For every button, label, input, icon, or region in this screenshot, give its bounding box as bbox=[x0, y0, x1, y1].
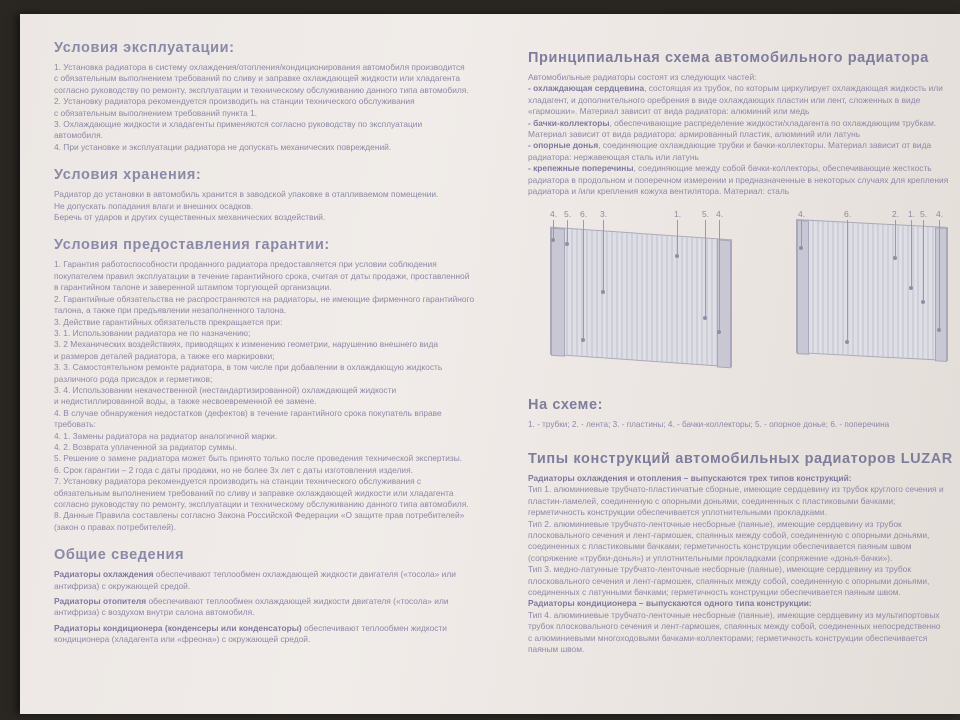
general-item bbox=[54, 596, 504, 619]
line-text: антифриза) с воздухом внутри салона автомобиля. bbox=[54, 607, 255, 618]
text-line: покупателем правил эксплуатации в течение гарантийного срока, считая от даты продажи, проставленной bbox=[54, 270, 470, 281]
scheme-parts bbox=[528, 83, 958, 197]
storage-title: Условия хранения: bbox=[54, 167, 202, 184]
text-line bbox=[528, 541, 958, 552]
onscheme-legend: 1. - трубки; 2. - лента; 3. - пластины; 4. - бачки-коллекторы; 5. - опорное донье; 6. - поперечина bbox=[528, 420, 890, 430]
text-line: 3. Действие гарантийных обязательств прекращается при: bbox=[54, 316, 283, 327]
line-text: пластин-ламелей, соединенную с опорными доньями, соединенных с пластиковыми бачками; bbox=[528, 495, 896, 506]
line-text: обеспечивают теплообмен жидкости bbox=[301, 622, 447, 633]
scheme-section bbox=[528, 50, 958, 197]
line-text: с алюминиевыми многоходовыми бачками-коллекторами; герметичность конструкции обеспечивается bbox=[528, 632, 928, 643]
text-line: 3. 3. Самостоятельном ремонте радиатора, в том числе при добавлении в охлаждающую жидкость bbox=[54, 362, 443, 373]
left-column bbox=[54, 40, 504, 660]
text-line: 3. 1. Использовании радиатора не по назначению; bbox=[54, 327, 251, 338]
line-text: паяным швом. bbox=[528, 643, 585, 654]
leader-line bbox=[603, 220, 604, 290]
types-text bbox=[528, 473, 958, 656]
text-line bbox=[528, 576, 958, 587]
leader-line bbox=[705, 220, 706, 316]
text-line bbox=[528, 496, 958, 507]
line-text: антифриза) с окружающей средой. bbox=[54, 580, 191, 591]
line-text: кондиционера (хладагента или «фреона») с окружающей средой. bbox=[54, 634, 311, 645]
types-title: Типы конструкций автомобильных радиаторов LUZAR bbox=[528, 450, 953, 467]
text-line bbox=[528, 163, 958, 174]
text-line: 7. Установку радиатора рекомендуется производить на станции технического обслуживания с bbox=[54, 476, 422, 487]
operation-section bbox=[54, 40, 504, 153]
line-text: радиатора: нержавеющая сталь или латунь bbox=[528, 151, 699, 162]
storage-text bbox=[54, 189, 504, 223]
leader-line bbox=[567, 220, 568, 242]
line-text: , соединяющие между собой бачки-коллекторы, обеспечивающие жесткость bbox=[633, 163, 932, 174]
text-line: 4. При установке и эксплуатации радиатора не допускать механических повреждений. bbox=[54, 141, 392, 152]
line-text: герметичность конструкции обеспечивается уплотнительными прокладками. bbox=[528, 507, 827, 518]
text-line bbox=[528, 564, 958, 575]
text-line bbox=[528, 519, 958, 530]
onscheme-section bbox=[528, 397, 958, 430]
line-text: Тип 4. алюминиевые трубчато-ленточные несборные (паяные), имеющие сердцевину из мультипортовых bbox=[528, 609, 940, 620]
radiator-image-right bbox=[796, 219, 948, 361]
bold-term: Радиаторы охлаждения bbox=[54, 569, 154, 580]
text-line: 1. Установка радиатора в систему охлаждения/отопления/кондиционирования автомобиля производится bbox=[54, 62, 465, 72]
diagram-label: 4. bbox=[550, 209, 558, 220]
leader-line bbox=[677, 220, 678, 254]
text-line: 3. 4. Использовании некачественной (нестандартизированной) охлаждающей жидкости bbox=[54, 384, 397, 395]
text-line bbox=[528, 129, 958, 140]
line-text: радиатора в продольном и поперечном измерении и предназначенные в некоторых случаях для крепления bbox=[528, 174, 949, 185]
text-line: 5. Решение о замене радиатора может быть принято только после проведения технической экспертизы. bbox=[54, 453, 463, 464]
diagram-label: 1. bbox=[908, 209, 916, 220]
storage-section bbox=[54, 167, 504, 223]
bold-term: - опорные донья bbox=[528, 140, 599, 151]
text-line bbox=[528, 152, 958, 163]
text-line: 4. В случае обнаружения недостатков (дефектов) в течение гарантийного срока покупатель вправе bbox=[54, 407, 442, 418]
leader-line bbox=[553, 220, 554, 238]
right-column bbox=[528, 50, 958, 655]
line-text: соединенных с латунными бачками; герметичность конструкции обеспечивается паяным швом. bbox=[528, 586, 901, 597]
line-text: (сопряжение «трубки-донья») и уплотнительными прокладками (сопряжение «донья-бачки»). bbox=[528, 552, 893, 563]
text-line: 6. Срок гарантии – 2 года с даты продажи, но не более 3х лет с даты изготовления изделия. bbox=[54, 464, 413, 475]
text-line: Не допускать попадания влаги и внешних осадков. bbox=[54, 200, 254, 211]
text-line: 4. 2. Возврата уплаченной за радиатор суммы. bbox=[54, 441, 237, 452]
general-text bbox=[54, 569, 504, 645]
line-text: плосковального сечения и лент-гармошек, спаянных между собой, соединенную с опорными доньями, bbox=[528, 575, 930, 586]
line-text: радиатора и /или крепления кожуха вентилятора. Материал: сталь bbox=[528, 186, 790, 197]
text-line bbox=[528, 118, 958, 129]
text-line: Беречь от ударов и других существенных механических воздействий. bbox=[54, 212, 326, 223]
warranty-section bbox=[54, 237, 504, 533]
text-line bbox=[528, 140, 958, 151]
leader-line bbox=[923, 220, 924, 300]
line-text: соединенных с пластиковыми бачками; герметичность конструкции обеспечивается паяным швом bbox=[528, 541, 912, 552]
leader-line bbox=[583, 220, 584, 338]
text-line bbox=[528, 473, 958, 484]
scheme-title: Принципиальная схема автомобильного радиатора bbox=[528, 50, 929, 66]
diagram-label: 5. bbox=[702, 209, 710, 220]
text-line bbox=[528, 633, 958, 644]
bold-term: - охлаждающая сердцевина bbox=[528, 83, 645, 94]
bold-term: Радиаторы кондиционера (конденсеры или конденсаторы) bbox=[54, 622, 302, 633]
line-text: Тип 2. алюминиевые трубчато-ленточные несборные (паяные), имеющие сердцевину из трубок bbox=[528, 518, 902, 529]
operation-text bbox=[54, 62, 504, 153]
line-text: , обеспечивающие распределение жидкости/хладагента по охлаждающим трубкам. bbox=[609, 117, 937, 128]
text-line bbox=[528, 175, 958, 186]
text-line bbox=[528, 186, 958, 197]
text-line: 3. 2 Механических воздействиях, приводящих к изменению геометрии, нарушению внешнего вида bbox=[54, 339, 439, 350]
text-line bbox=[528, 553, 958, 564]
leader-line bbox=[719, 220, 720, 330]
text-line bbox=[528, 587, 958, 598]
text-line bbox=[528, 621, 958, 632]
text-line bbox=[528, 484, 958, 495]
diagram-label: 4. bbox=[716, 209, 724, 220]
general-item bbox=[54, 569, 504, 592]
diagram-label: 6. bbox=[844, 209, 852, 220]
text-line bbox=[528, 83, 958, 94]
diagram-label: 1. bbox=[674, 209, 682, 220]
text-line: 8. Данные Правила составлены согласно Закона Российской Федерации «О защите прав потребителей» bbox=[54, 510, 465, 521]
tank-right bbox=[935, 228, 947, 363]
bold-term: Радиаторы охлаждения и отопления – выпускаются трех типов конструкций: bbox=[528, 472, 852, 483]
radiator-diagram bbox=[536, 209, 946, 389]
text-line: Радиатор до установки в автомобиль хранится в заводской упаковке в отапливаемом помещении. bbox=[54, 189, 439, 200]
operation-title: Условия эксплуатации: bbox=[54, 40, 235, 56]
text-line: (закон о правах потребителей). bbox=[54, 521, 177, 532]
bold-term: Радиаторы отопителя bbox=[54, 596, 147, 607]
bold-term: - крепежные поперечины bbox=[528, 163, 634, 174]
tank-left bbox=[797, 221, 809, 356]
scheme-intro: Автомобильные радиаторы состоят из следующих частей: bbox=[528, 72, 757, 82]
leader-line bbox=[801, 220, 802, 246]
text-line bbox=[528, 106, 958, 117]
bold-term: Радиаторы кондиционера – выпускаются одного типа конструкции: bbox=[528, 598, 812, 609]
diagram-label: 5. bbox=[920, 209, 928, 220]
text-line: 2. Установку радиатора рекомендуется производить на станции технического обслуживания bbox=[54, 96, 415, 107]
text-line: требовать: bbox=[54, 419, 96, 430]
leader-line bbox=[847, 220, 848, 340]
bold-term: - бачки-коллекторы bbox=[528, 117, 610, 128]
line-text: хладагент, и дополнительного оребрения в виде охлаждающих пластин или лент, сложенных в виде bbox=[528, 94, 921, 105]
line-text: , соединяющие охлаждающие трубки и бачки-коллекторы. Материал зависит от вида bbox=[598, 140, 932, 151]
general-section bbox=[54, 547, 504, 645]
line-text: Тип 3. медно-латунные трубчато-ленточные несборные (паяные), имеющие сердцевину из трубок bbox=[528, 564, 911, 575]
text-line: 3. Охлаждающие жидкости и хладагенты применяются согласно руководству по эксплуатации bbox=[54, 119, 423, 130]
diagram-label: 4. bbox=[936, 209, 944, 220]
leader-line bbox=[911, 220, 912, 286]
general-title: Общие сведения bbox=[54, 547, 185, 564]
text-line: согласно руководству по ремонту, эксплуатации и техническому обслуживанию данного типа автомобиля. bbox=[54, 84, 469, 95]
text-line bbox=[528, 507, 958, 518]
line-text: «гармошки». Материал зависит от вида радиатора: алюминий или медь bbox=[528, 106, 810, 117]
instruction-sheet bbox=[20, 14, 960, 714]
leader-line bbox=[895, 220, 896, 256]
onscheme-title: На схеме: bbox=[528, 397, 604, 414]
diagram-label: 6. bbox=[580, 209, 588, 220]
tank-left bbox=[551, 228, 565, 357]
diagram-label: 2. bbox=[892, 209, 900, 220]
line-text: трубок плосковального сечения и лент-гармошек, спаянных между собой, соединенных непосредственно bbox=[528, 621, 941, 632]
text-line: с обязательным выполнением требований по сливу и заправке охлаждающей жидкости или хладагента bbox=[54, 73, 461, 84]
text-line: обязательным выполнением требований по сливу и заправке охлаждающей жидкости или хладагента bbox=[54, 487, 454, 498]
text-line: согласно руководству по ремонту, эксплуатации и техническому обслуживанию данного типа автомобиля. bbox=[54, 499, 469, 509]
line-text: плосковального сечения и лент-гармошек, спаянных между собой, соединенную с опорными доньями, bbox=[528, 529, 930, 540]
diagram-label: 4. bbox=[798, 209, 806, 220]
line-text: обеспечивают теплообмен охлаждающей жидкости двигателя («тосола» или bbox=[146, 596, 449, 607]
diagram-label: 5. bbox=[564, 209, 572, 220]
text-line: различного рода присадок и герметиков; bbox=[54, 373, 213, 384]
text-line bbox=[528, 610, 958, 621]
text-line bbox=[528, 644, 958, 655]
line-text: обеспечивают теплообмен охлаждающей жидкости двигателя («тосола» или bbox=[153, 569, 456, 580]
warranty-title: Условия предоставления гарантии: bbox=[54, 237, 330, 254]
text-line bbox=[528, 530, 958, 541]
warranty-text bbox=[54, 259, 504, 533]
text-line: и размеров деталей радиатора, а также его маркировки; bbox=[54, 350, 275, 361]
line-text: Тип 1. алюминиевые трубчато-пластинчатые сборные, имеющие сердцевину из трубок круглого сечения и bbox=[528, 484, 944, 495]
text-line: 2. Гарантийные обязательства не распространяются на радиаторы, не имеющие фирменного гарантийного bbox=[54, 293, 475, 304]
text-line: с обязательным выполнением требований пункта 1. bbox=[54, 107, 258, 118]
text-line: талона, а также при предъявлении незаполненного талона. bbox=[54, 305, 287, 316]
text-line: 4. 1. Замены радиатора на радиатор аналогичной марки. bbox=[54, 430, 278, 441]
text-line bbox=[528, 598, 958, 609]
text-line bbox=[528, 95, 958, 106]
line-text: , состоящая из трубок, по которым циркулирует охлаждающая жидкость или bbox=[644, 83, 943, 94]
line-text: Материал зависит от вида радиатора: армированный пластик, алюминий или латунь bbox=[528, 129, 861, 140]
diagram-label: 3. bbox=[600, 209, 608, 220]
text-line: 1. Гарантия работоспособности проданного радиатора предоставляется при условии соблюдения bbox=[54, 259, 437, 270]
leader-line bbox=[939, 220, 940, 328]
text-line: автомобиля. bbox=[54, 130, 103, 141]
text-line: и недистиллированной воды, а также несвоевременной ее замене. bbox=[54, 396, 317, 407]
general-item bbox=[54, 623, 504, 646]
types-section bbox=[528, 451, 958, 656]
text-line: в гарантийном талоне и заверенной штампом торгующей организации. bbox=[54, 282, 332, 293]
